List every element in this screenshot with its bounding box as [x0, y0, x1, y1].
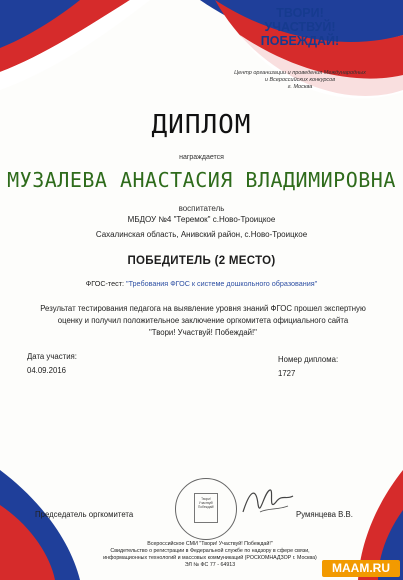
footer-line-2: Свидетельство о регистрации в Федеральной службе по надзору в сфере связи, [110, 548, 310, 554]
result-line-3: "Твори! Участвуй! Побеждай!" [149, 328, 257, 337]
brand-line-2: УЧАСТВУЙ! [264, 20, 336, 34]
awarded-label: награждается [179, 154, 224, 161]
footer-line-1: Всероссийское СМИ "Твори! Участвуй! Побеждай!" [147, 541, 273, 547]
recipient-position: воспитатель [178, 204, 225, 213]
signature-icon [238, 482, 298, 522]
organizer-line-3: г. Москва [287, 84, 313, 90]
diploma-number-label: Номер диплома: [278, 355, 339, 364]
seal-line-2: Участвуй! [198, 501, 214, 505]
organizer-line-2: и Всероссийских конкурсов [264, 77, 336, 83]
recipient-address: Сахалинская область, Анивский район, с.Ново-Троицкое [95, 230, 308, 239]
result-statement [28, 303, 378, 339]
diploma-number-value: 1727 [278, 369, 296, 378]
recipient-school: МБДОУ №4 "Теремок" с.Ново-Троицкое [127, 215, 276, 224]
result-line-2: оценку и получил положительное заключение оргкомитета официального сайта [57, 316, 349, 325]
footer-line-4: ЭЛ № ФС 77 - 64913 [184, 562, 236, 568]
seal-line-3: Побеждай! [197, 505, 215, 509]
chair-name: Румянцева В.В. [296, 510, 353, 519]
footer-line-3: информационных технологий и массовых коммуникаций (РОСКОМНАДЗОР г. Москва) [103, 555, 317, 561]
result-line-1: Результат тестирования педагога на выявление уровня знаний ФГОС прошел экспертную [40, 304, 366, 313]
organizer-caption [205, 70, 395, 91]
test-line [0, 279, 403, 288]
date-value: 04.09.2016 [27, 366, 67, 375]
test-prefix: ФГОС-тест: [85, 279, 127, 288]
brand-line-1: ТВОРИ! [276, 6, 324, 20]
test-name: "Требования ФГОС к системе дошкольного образования" [126, 279, 318, 288]
maam-watermark: MAAM.RU [322, 560, 400, 577]
brand-logo-text [215, 6, 385, 48]
organizer-seal [175, 478, 237, 540]
diploma-title: ДИПЛОМ [151, 110, 252, 140]
winner-place: ПОБЕДИТЕЛЬ (2 МЕСТО) [127, 255, 276, 267]
date-label: Дата участия: [27, 352, 77, 361]
recipient-name: МУЗАЛЕВА АНАСТАСИЯ ВЛАДИМИРОВНА [7, 168, 396, 192]
seal-line-1: Твори! [201, 497, 211, 501]
chair-label: Председатель оргкомитета [35, 510, 134, 519]
organizer-line-1: Центр организации и проведения Международных [234, 70, 366, 76]
seal-center [194, 493, 218, 523]
brand-line-3: ПОБЕЖДАЙ! [260, 34, 340, 48]
